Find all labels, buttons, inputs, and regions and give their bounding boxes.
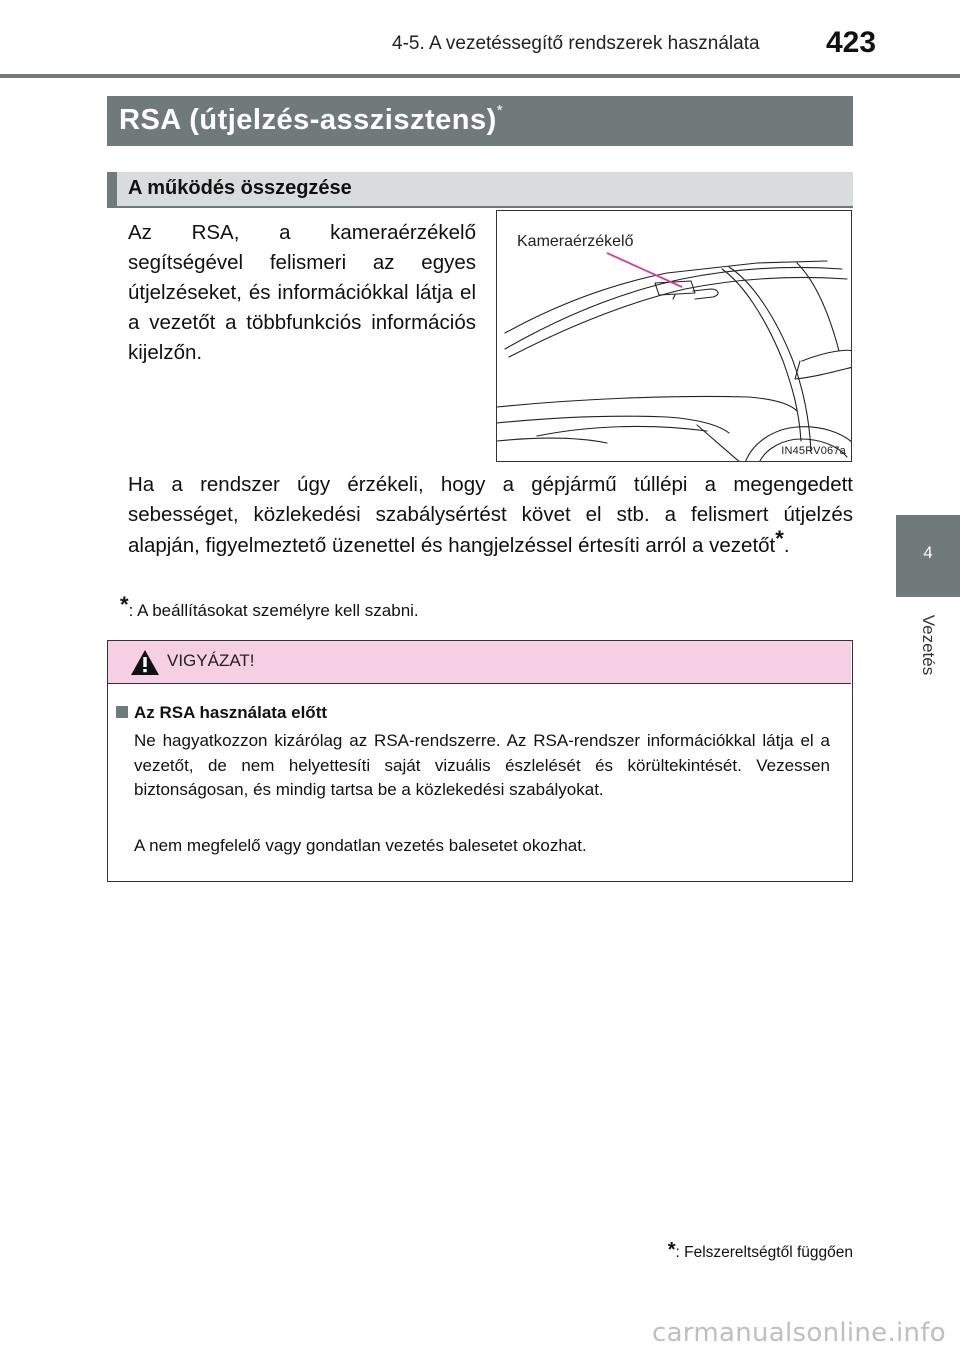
- intro-paragraph: Az RSA, a kameraérzékelő segítségével felismeri az egyes útjelzéseket, és információkkal látja el a vezetőt a többfunkciós információs kijelzőn.: [128, 221, 476, 364]
- equipment-footnote-text: : Felszereltségtől függően: [675, 1244, 853, 1261]
- main-paragraph: [128, 470, 853, 561]
- equipment-footnote-asterisk: *: [667, 1239, 676, 1261]
- caution-box: [107, 640, 853, 882]
- page-number: 423: [826, 26, 877, 59]
- chapter-tab-number: 4: [923, 543, 933, 562]
- page-title-bar: [107, 96, 853, 146]
- main-paragraph-text: Ha a rendszer úgy érzékeli, hogy a gépjármű túllépi a megengedett sebességet, közlekedési szabálysértést követ el stb. a felismert útjelzés alapján, figyelmeztető üzenettel és hangjelzéssel értesíti arról a vezetőt: [128, 473, 853, 557]
- footnote-text: : A beállításokat személyre kell szabni.: [128, 601, 419, 620]
- camera-sensor-label: Kameraérzékelő: [517, 233, 634, 250]
- main-paragraph-end: .: [783, 534, 790, 557]
- main-paragraph-asterisk: *: [775, 526, 784, 551]
- caution-subheading: [116, 703, 327, 723]
- camera-sensor-figure: [496, 210, 852, 462]
- site-watermark: carmanualsonline.info: [651, 1318, 946, 1348]
- title-asterisk: *: [496, 102, 504, 119]
- caution-subheading-text: Az RSA használata előtt: [134, 703, 328, 722]
- sensor-pointer-line: [607, 253, 682, 287]
- chapter-tab-label: Vezetés: [919, 614, 938, 676]
- caution-header: [108, 641, 851, 684]
- header-divider: [0, 74, 960, 78]
- page-title-text: RSA (útjelzés-asszisztens): [119, 104, 497, 136]
- section-heading: A működés összegzése: [128, 177, 352, 199]
- section-accent: [107, 172, 117, 206]
- chapter-title: 4-5. A vezetéssegítő rendszerek használata: [392, 33, 760, 54]
- chapter-tab: [896, 515, 960, 597]
- page-title: [119, 104, 503, 137]
- footnote-asterisk: *: [120, 592, 129, 617]
- footnote: [120, 592, 419, 622]
- equipment-footnote: [668, 1240, 853, 1263]
- caution-paragraph-1: Ne hagyatkozzon kizárólag az RSA-rendszerre. Az RSA-rendszer információkkal látja el a vezetőt, de nem helyettesíti saját vizuális észlelését és körültekintését. Vezessen biztonságosan, és mindig tartsa be a közlekedési szabályokat.: [134, 731, 830, 799]
- figure-code: IN45RV067a: [781, 445, 846, 457]
- bullet-square-icon: [116, 706, 128, 718]
- caution-title: VIGYÁZAT!: [167, 651, 255, 670]
- warning-triangle-icon: [130, 649, 160, 676]
- section-header: [107, 172, 853, 208]
- chapter-tab-label-wrap: [896, 600, 960, 690]
- caution-paragraph-2: A nem megfelelő vagy gondatlan vezetés balesetet okozhat.: [134, 836, 587, 855]
